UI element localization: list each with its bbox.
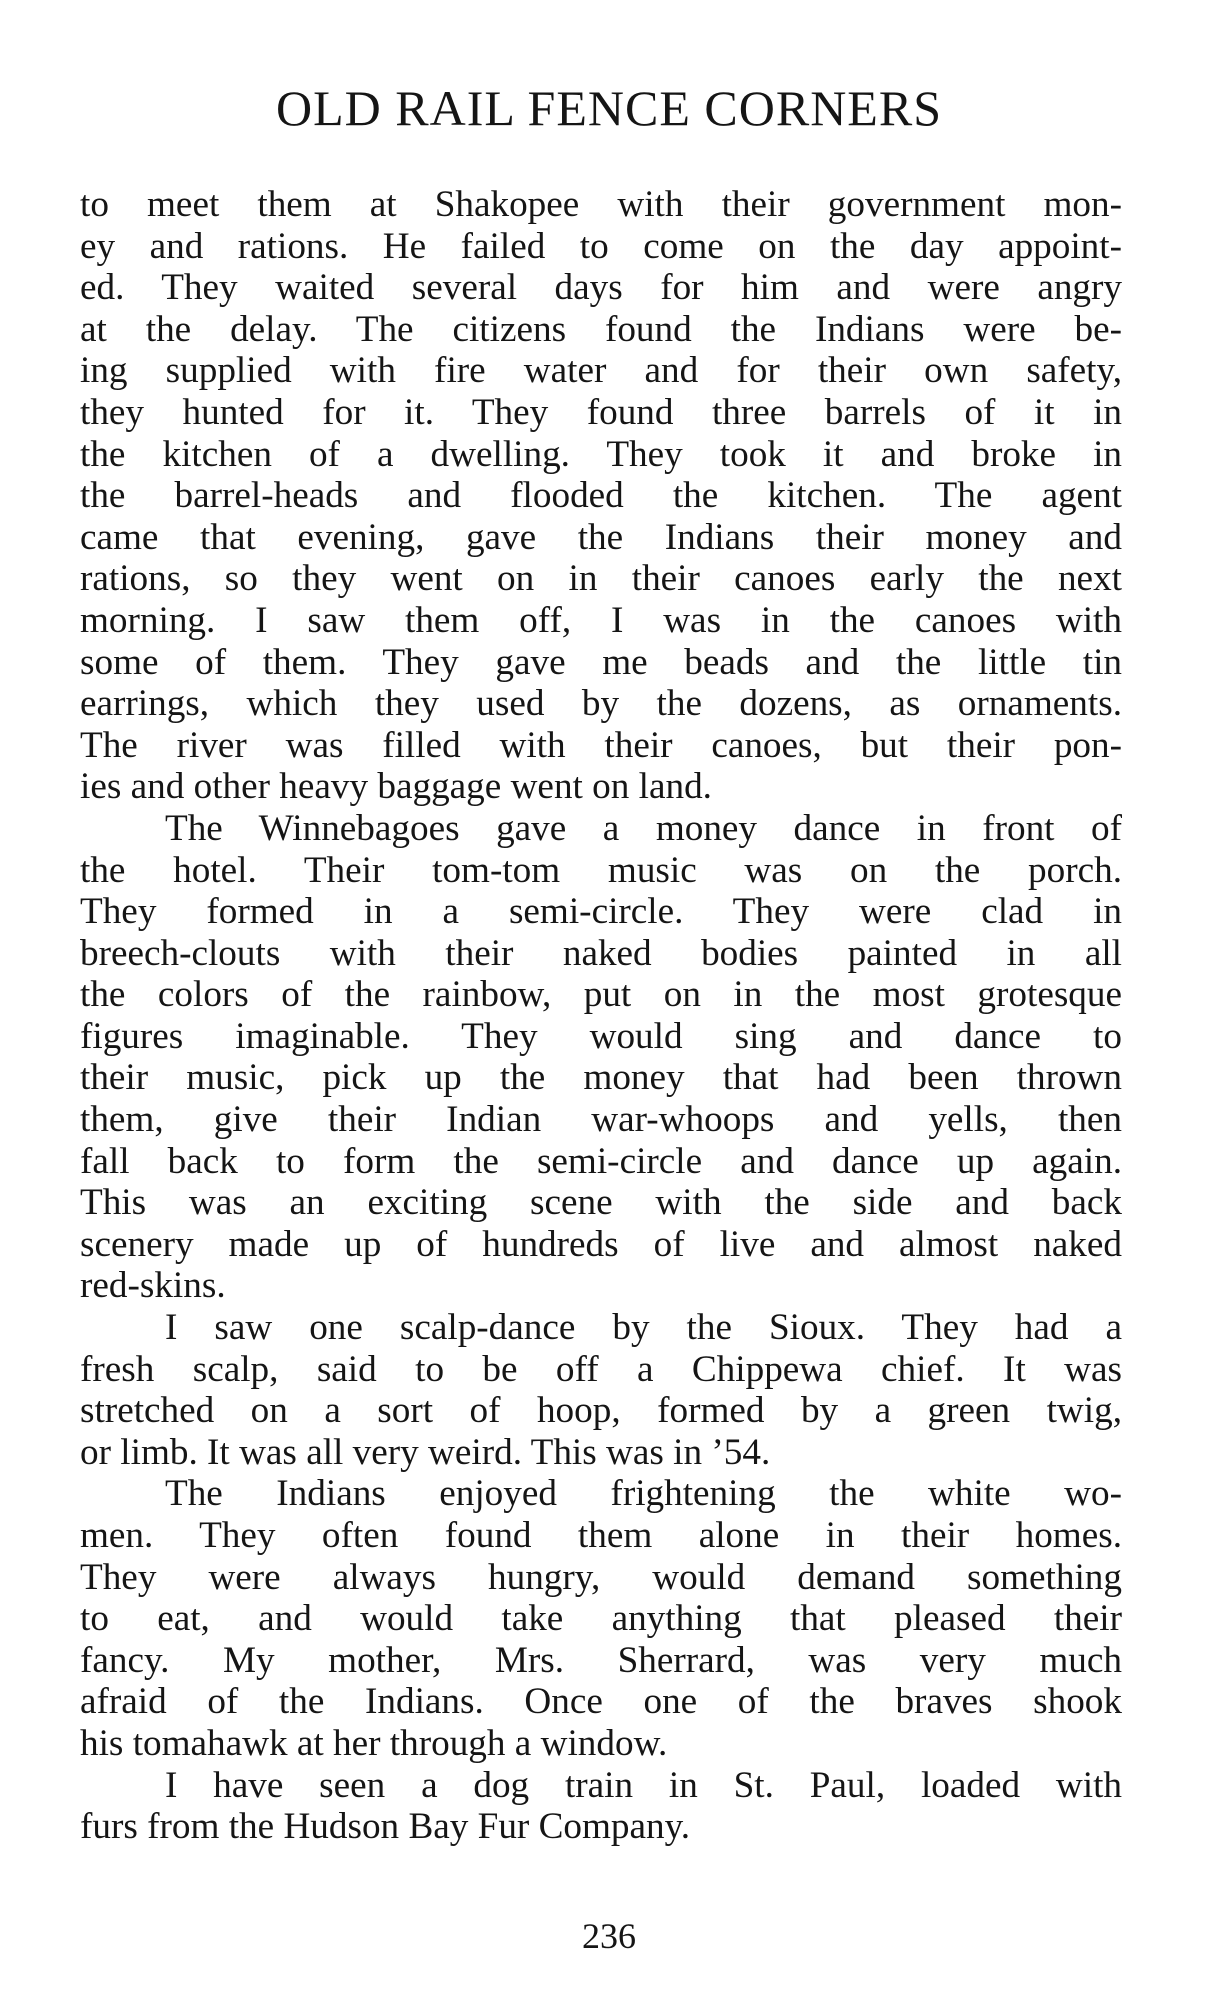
text-line: ed. They waited several days for him and were angry	[80, 267, 1122, 309]
text-line: scenery made up of hundreds of live and almost naked	[80, 1223, 1122, 1265]
page-number: 236	[582, 1916, 636, 1956]
text-line: figures imaginable. They would sing and dance to	[80, 1015, 1122, 1057]
paragraph	[80, 1307, 1122, 1473]
text-line: morning. I saw them off, I was in the canoes with	[80, 599, 1122, 641]
text-line: fancy. My mother, Mrs. Sherrard, was very much	[80, 1639, 1122, 1681]
text-line: his tomahawk at her through a window.	[80, 1722, 668, 1764]
text-line: them, give their Indian war-whoops and yells, then	[80, 1099, 1122, 1141]
text-line: This was an exciting scene with the side and back	[80, 1182, 1122, 1224]
text-line: the hotel. Their tom-tom music was on the porch.	[80, 849, 1122, 891]
text-line: to eat, and would take anything that pleased their	[80, 1598, 1122, 1640]
paragraph	[80, 1473, 1122, 1764]
text-line: furs from the Hudson Bay Fur Company.	[80, 1806, 691, 1848]
text-line: stretched on a sort of hoop, formed by a green twig,	[80, 1390, 1122, 1432]
text-line: red-skins.	[80, 1265, 226, 1307]
text-line: some of them. They gave me beads and the little tin	[80, 641, 1122, 683]
text-line: to meet them at Shakopee with their government mon-	[80, 184, 1122, 225]
paragraph	[80, 1765, 1122, 1848]
text-line: They formed in a semi-circle. They were clad in	[80, 891, 1122, 933]
text-line: ey and rations. He failed to come on the day appoint-	[80, 225, 1122, 267]
text-line: The Winnebagoes gave a money dance in front of	[165, 807, 1122, 849]
text-line: the colors of the rainbow, put on in the most grotesque	[80, 974, 1122, 1016]
paragraph	[80, 808, 1122, 1307]
text-line: fall back to form the semi-circle and dance up again.	[80, 1140, 1122, 1182]
text-line: at the delay. The citizens found the Indians were be-	[80, 308, 1122, 350]
text-line: rations, so they went on in their canoes early the next	[80, 558, 1122, 600]
text-line: earrings, which they used by the dozens, as ornaments.	[80, 683, 1122, 725]
text-line: the kitchen of a dwelling. They took it and broke in	[80, 433, 1122, 475]
text-line: The river was filled with their canoes, but their pon-	[80, 724, 1122, 766]
body-text	[80, 184, 1122, 1848]
running-title: OLD RAIL FENCE CORNERS	[275, 80, 943, 136]
paragraph	[80, 184, 1122, 808]
text-line: men. They often found them alone in their homes.	[80, 1515, 1122, 1556]
text-line: or limb. It was all very weird. This was in ’54.	[80, 1431, 771, 1473]
text-line: I have seen a dog train in St. Paul, loaded with	[165, 1764, 1122, 1806]
text-line: they hunted for it. They found three barrels of it in	[80, 391, 1122, 433]
text-line: I saw one scalp-dance by the Sioux. They had a	[165, 1307, 1122, 1349]
text-line: the barrel-heads and flooded the kitchen. The agent	[80, 475, 1122, 517]
text-line: fresh scalp, said to be off a Chippewa chief. It was	[80, 1348, 1122, 1390]
text-line: afraid of the Indians. Once one of the braves shook	[80, 1681, 1122, 1723]
text-line: They were always hungry, would demand something	[80, 1556, 1122, 1598]
text-line: breech-clouts with their naked bodies painted in all	[80, 932, 1122, 974]
text-line: their music, pick up the money that had been thrown	[80, 1057, 1122, 1099]
text-line: came that evening, gave the Indians their money and	[80, 516, 1122, 558]
text-line: ies and other heavy baggage went on land.	[80, 766, 712, 808]
text-line: The Indians enjoyed frightening the white wo-	[165, 1473, 1122, 1515]
text-line: ing supplied with fire water and for their own safety,	[80, 350, 1122, 392]
